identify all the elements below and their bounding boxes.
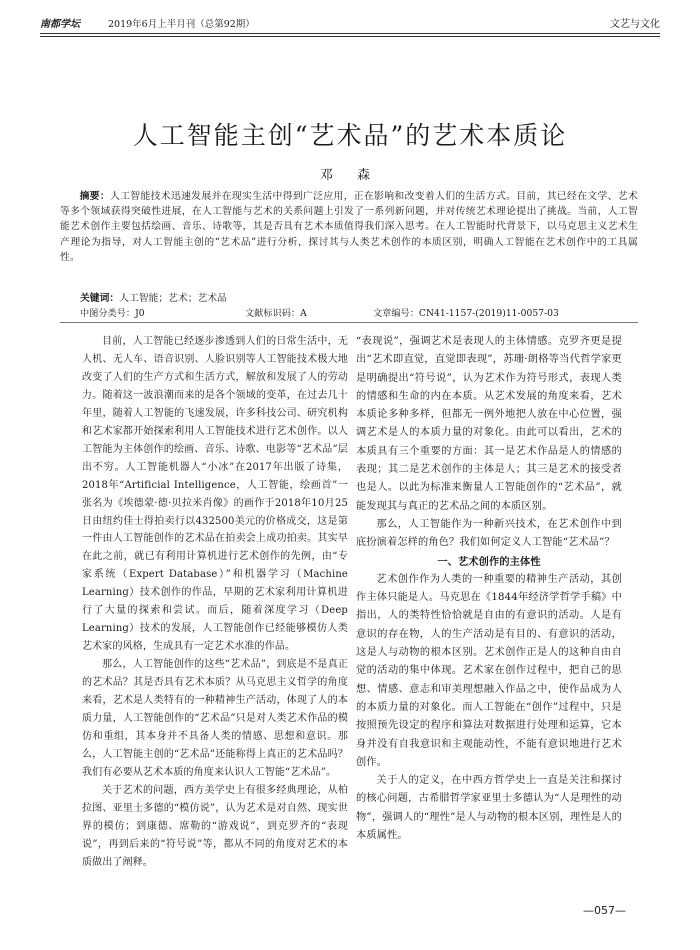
body-paragraph: 关于艺术的问题，西方美学史上有很多经典理论，从柏拉图、亚里士多德的“模仿说”，认为艺术是对自然、现实世界的模仿；到康德、席勒的“游戏说”，到克罗齐的“表现说”，再到后来的“符号说”等，都从不同的角度对艺术的本质做出了阐释。 bbox=[82, 784, 348, 868]
section-heading: 一、艺术创作的主体性 bbox=[437, 555, 541, 568]
abstract-text: 人工智能技术迅速发展并在现实生活中得到广泛应用，正在影响和改变着人们的生活方式。目前，其已经在文学、艺术等多个领域获得突破性进展，在人工智能与艺术的关系问题上引发了一系列新问题，并对传统艺术理论提出了挑战。当前，人工智能艺术创作主要包括绘画、音乐、诗歌等，其是否具有艺术本质值得我们深入思考。在人工智能时代背景下，以马克思主义艺术生产理论为指导，对人工智能主创的“艺术品”进行分析，探讨其与人类艺术创作的本质区别，明确人工智能在艺术创作中的工具属性。 bbox=[60, 191, 638, 263]
issue-info: 2019年6月上半月刊（总第92期） bbox=[108, 19, 255, 30]
body-paragraph: 那么，人工智能创作的这些“艺术品”，到底是不是真正的艺术品？其是否具有艺术本质？从马克思主义哲学的角度来看，艺术是人类特有的一种精神生产活动，体现了人的本质力量，人工智能创作的“艺术品”只是对人类艺术作品的模仿和重组，其本身并不具备人类的情感、思想和意识。那么，人工智能主创的“艺术品”还能称得上真正的艺术品吗？我们有必要从艺术本质的角度来认识人工智能“艺术品”。 bbox=[82, 659, 348, 778]
column-name: 文艺与文化 bbox=[610, 19, 660, 30]
body-column-left bbox=[82, 333, 348, 872]
body-paragraph: 艺术创作作为人类的一种重要的精神生产活动，其创作主体只能是人。马克思在《1844年经济学哲学手稿》中指出，人的类特性恰恰就是自由的有意识的活动。人是有意识的存在物，人的生产活动是有目的、有意识的活动，这是人与动物的根本区别。艺术创作正是人的这种自由自觉的活动的集中体现。艺术家在创作过程中，把自己的思想、情感、意志和审美理想融入作品之中，使作品成为人的本质力量的对象化。而人工智能在“创作”过程中，只是按照预先设定的程序和算法对数据进行处理和运算，它本身并没有自我意识和主观能动性，不能有意识地进行艺术创作。 bbox=[356, 573, 622, 768]
page-number: —057— bbox=[583, 904, 626, 917]
body-paragraph: 那么，人工智能作为一种新兴技术，在艺术创作中到底扮演着怎样的角色？我们如何定义人工智能“艺术品”？ bbox=[356, 518, 622, 549]
journal-name: 南都学坛 bbox=[40, 19, 80, 30]
keywords-text: 人工智能；艺术；艺术品 bbox=[119, 293, 227, 304]
document-code: 文献标识码：A bbox=[245, 308, 307, 319]
article-number: 文章编号：CN41-1157-(2019)11-0057-03 bbox=[373, 308, 559, 319]
keywords-label: 关键词： bbox=[80, 293, 120, 304]
keywords bbox=[80, 290, 227, 304]
abstract-label: 摘要： bbox=[79, 191, 111, 202]
body-paragraph: “表现说”，强调艺术是表现人的主体情感。克罗齐更是提出“艺术即直觉，直觉即表现”，苏珊·朗格等当代哲学家更是明确提出“符号说”，认为艺术作为符号形式，表现人类的情感和生命的内在本质。从艺术发展的角度来看，艺术本质论多种多样，但都无一例外地把人放在中心位置，强调艺术是人的本质力量的对象化。由此可以看出，艺术的本质具有三个重要的方面：其一是艺术作品是人的情感的表现；其二是艺术创作的主体是人；其三是艺术的接受者也是人。以此为标准来衡量人工智能创作的“艺术品”，就能发现其与真正的艺术品之间的本质区别。 bbox=[356, 336, 622, 512]
body-column-right bbox=[356, 333, 622, 845]
classification-number: 中图分类号：J0 bbox=[80, 308, 145, 319]
header-rule bbox=[40, 33, 660, 37]
article-title: 人工智能主创“艺术品”的艺术本质论 bbox=[132, 121, 568, 150]
meta-divider bbox=[60, 322, 638, 323]
abstract bbox=[60, 189, 638, 265]
body-paragraph: 目前，人工智能已经逐步渗透到人们的日常生活中，无人机、无人车、语音识别、人脸识别等人工智能技术极大地改变了人们的生产方式和生活方式，解放和发展了人的劳动力。随着这一波浪潮而来的是各个领域的变革，在过去几十年里，随着人工智能的飞速发展，许多科技公司、研究机构和艺术家都开始探索利用人工智能技术进行艺术创作。以人工智能为主体创作的绘画、音乐、诗歌、电影等“艺术品”层出不穷。人工智能机器人“小冰”在2017年出版了诗集，2018年“Artificial Intelligence，人工智能，绘画首”一张名为《埃德蒙·德·贝拉米肖像》的画作于2018年10月25日由纽约佳士得拍卖行以432500美元的价格成交，这是第一件由人工智能创作的艺术品在拍卖会上成功拍卖。其实早在此之前，就已有利用计算机进行艺术创作的先例，由“专家系统（Expert Database）”和机器学习（Machine Learning）技术创作的作品，早期的艺术家利用计算机进行了大量的探索和尝试。而后，随着深度学习（Deep Learning）技术的发展，人工智能创作已经能够模仿人类艺术家的风格，生成具有一定艺术水准的作品。 bbox=[82, 336, 348, 653]
body-paragraph: 关于人的定义，在中西方哲学史上一直是关注和探讨的核心问题，古希腊哲学家亚里士多德认为“人是理性的动物”，强调人的“理性”是人与动物的根本区别，理性是人的本质属性。 bbox=[356, 775, 622, 842]
author-name: 邓 森 bbox=[319, 168, 381, 183]
